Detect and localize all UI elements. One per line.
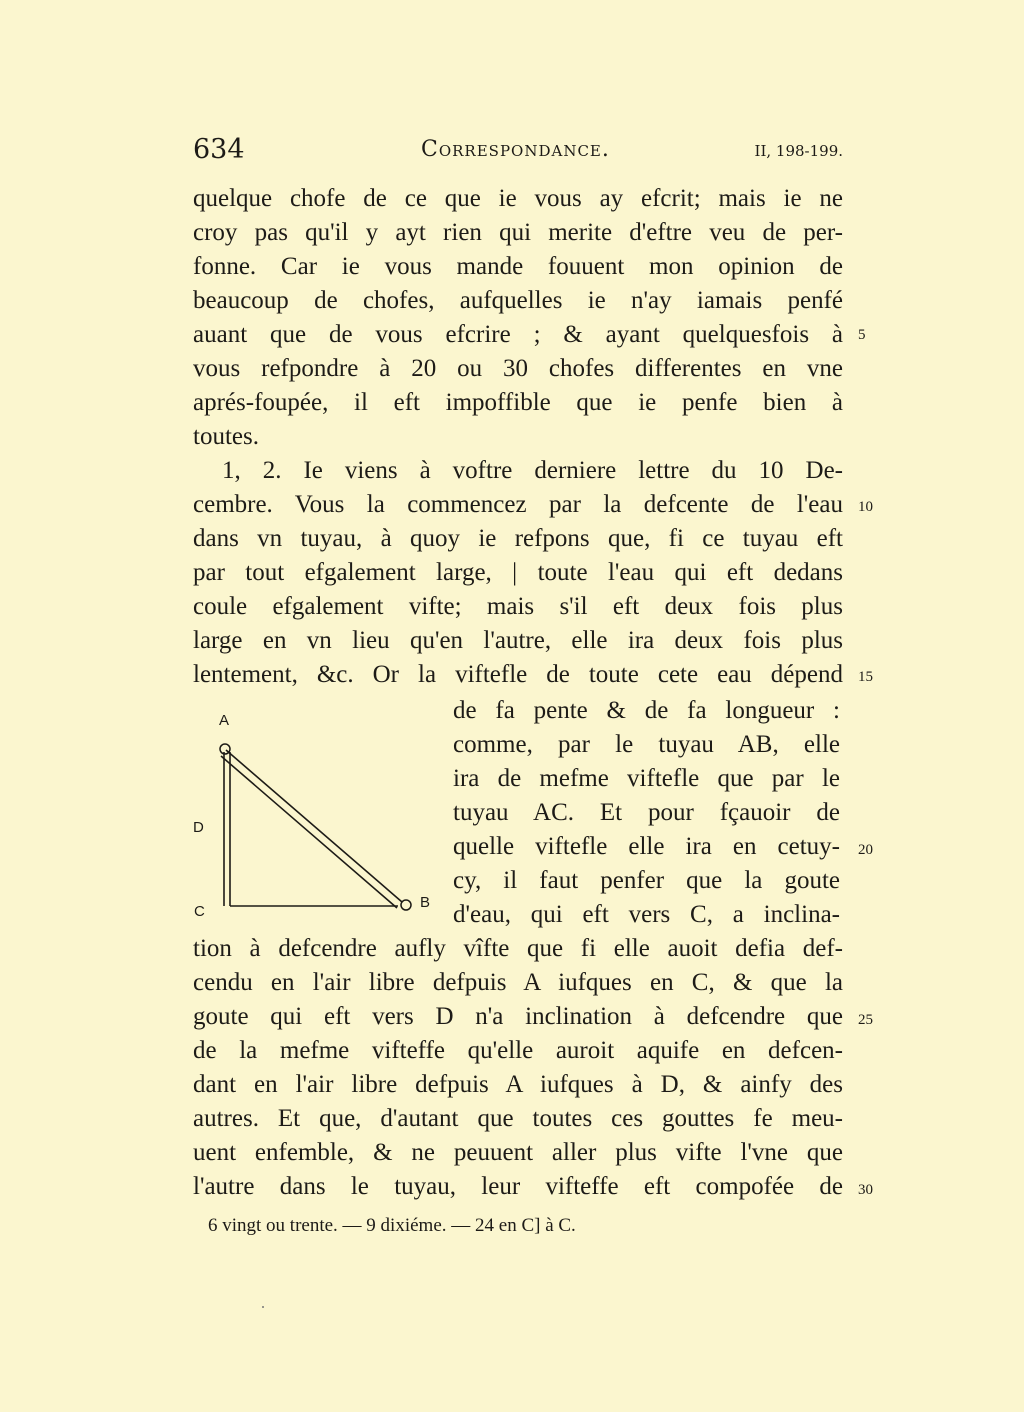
text-line: beaucoup de chofes, aufquelles ie n'ay iamais penfé (193, 287, 843, 314)
text-line: ira de mefme viftefle que par le (453, 765, 840, 792)
text-line: 1, 2. Ie viens à voftre derniere lettre du 10 De- (222, 457, 843, 484)
line-number: 5 (858, 327, 866, 343)
line-number: 30 (858, 1182, 873, 1198)
text-line: goute qui eft vers D n'a inclination à defcendre que (193, 1003, 843, 1030)
text-line: vous refpondre à 20 ou 30 chofes differentes en vne (193, 355, 843, 382)
text-line: de la mefme vifteffe qu'elle auroit aquife en defcen- (193, 1037, 843, 1064)
figure-label-b: B (420, 894, 431, 911)
page-number: 634 (193, 134, 245, 165)
text-line: dant en l'air libre defpuis A iufques à D, & ainfy des (193, 1071, 843, 1098)
text-line: quelle viftefle elle ira en cetuy- (453, 833, 840, 860)
line-number: 25 (858, 1012, 873, 1028)
text-line: de fa pente & de fa longueur : (453, 697, 840, 724)
text-line: comme, par le tuyau AB, elle (453, 731, 840, 758)
text-line: lentement, &c. Or la viftefle de toute cete eau dépend (193, 661, 843, 688)
text-line: tion à defcendre aufly vîfte que fi elle auoit defia def- (193, 935, 843, 962)
text-line: cendu en l'air libre defpuis A iufques en C, & que la (193, 969, 843, 996)
text-line: autres. Et que, d'autant que toutes ces gouttes fe meu- (193, 1105, 843, 1132)
line-number: 15 (858, 669, 873, 685)
text-line: tuyau AC. Et pour fçauoir de (453, 799, 840, 826)
line-number: 10 (858, 499, 873, 515)
text-line: large en vn lieu qu'en l'autre, elle ira deux fois plus (193, 627, 843, 654)
page-reference: II, 198-199. (754, 142, 843, 160)
text-line: auant que de vous efcrire ; & ayant quelquesfois à (193, 321, 843, 348)
text-line: coule efgalement vifte; mais s'il eft deux fois plus (193, 593, 843, 620)
text-line: cy, il faut penfer que la goute (453, 867, 840, 894)
text-line: dans vn tuyau, à quoy ie refpons que, fi ce tuyau eft (193, 525, 843, 552)
text-line: l'autre dans le tuyau, leur vifteffe eft compofée de (193, 1173, 843, 1200)
figure-label-c: C (194, 903, 205, 920)
text-line: aprés-foupée, il eft impoffible que ie penfe bien à (193, 389, 843, 416)
text-line: fonne. Car ie vous mande fouuent mon opinion de (193, 253, 843, 280)
figure-label-a: A (219, 712, 230, 729)
pipe-diagram (188, 708, 446, 938)
paper-speck (262, 1306, 264, 1308)
running-title: Correspondance. (421, 137, 610, 162)
text-line: par tout efgalement large, | toute l'eau qui eft dedans (193, 559, 843, 586)
text-line: d'eau, qui eft vers C, a inclina- (453, 901, 840, 928)
text-line: uent enfemble, & ne peuuent aller plus vifte l'vne que (193, 1139, 843, 1166)
footnote-variants: 6 vingt ou trente. — 9 dixiéme. — 24 en C] à C. (208, 1215, 576, 1236)
text-line: cembre. Vous la commencez par la defcente de l'eau (193, 491, 843, 518)
line-number: 20 (858, 842, 873, 858)
text-line: quelque chofe de ce que ie vous ay efcrit; mais ie ne (193, 185, 843, 212)
text-line: toutes. (193, 423, 259, 450)
text-line: croy pas qu'il y ayt rien qui merite d'eftre veu de per- (193, 219, 843, 246)
figure-label-d: D (193, 819, 204, 836)
pipe-diagram-svg (188, 708, 446, 938)
page-header (193, 134, 843, 168)
